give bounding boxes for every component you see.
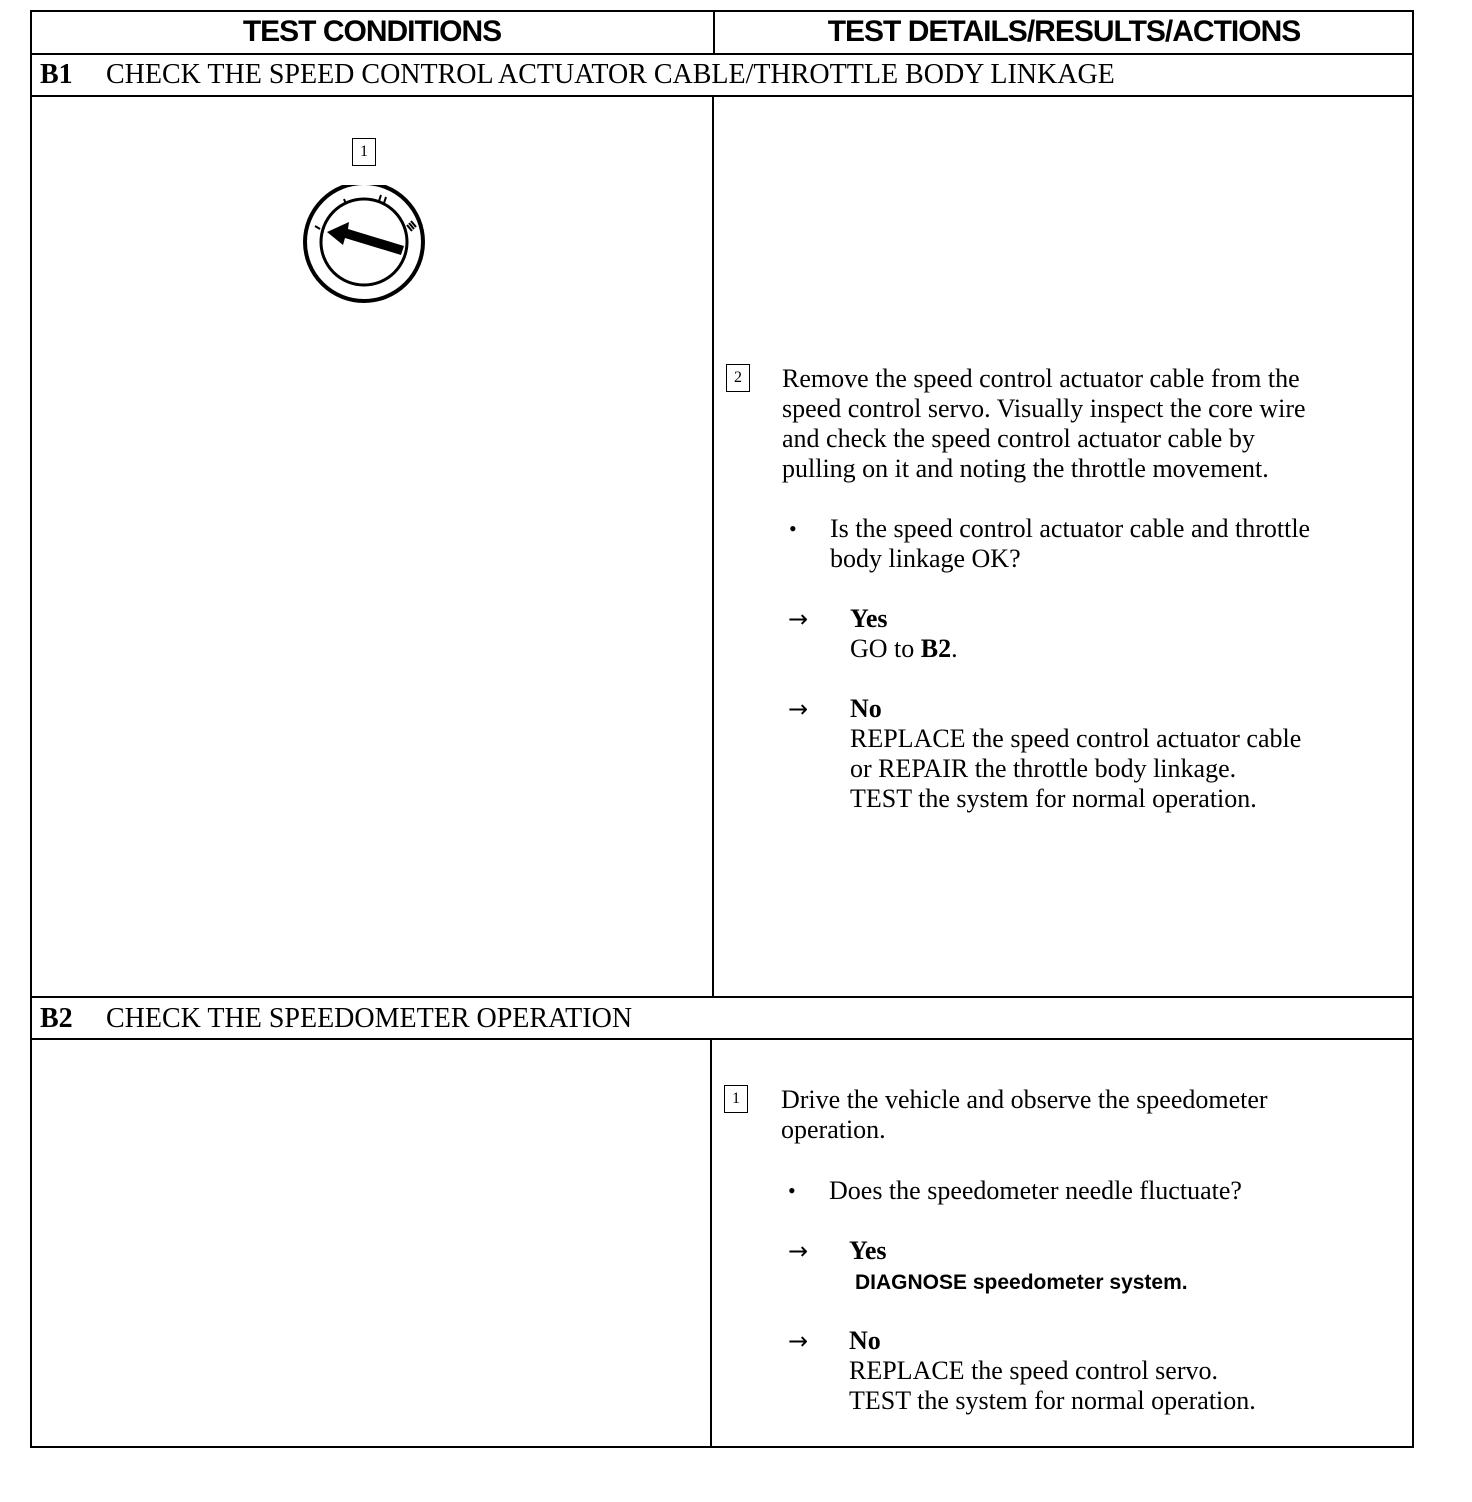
no-result <box>850 694 1301 814</box>
step-number-box: 2 <box>726 364 750 392</box>
column-divider <box>712 96 714 997</box>
yes-result <box>850 604 958 664</box>
ignition-switch-off-icon <box>301 185 427 305</box>
step-instruction <box>782 364 1306 484</box>
header-test-details: TEST DETAILS/RESULTS/ACTIONS <box>827 15 1301 48</box>
step-number-box: 1 <box>724 1085 748 1113</box>
divider <box>30 53 1414 55</box>
yes-label: Yes <box>849 1236 887 1265</box>
no-action-line: REPLACE the speed control servo. <box>849 1356 1218 1385</box>
action-text: . <box>951 634 958 663</box>
header-test-conditions: TEST CONDITIONS <box>242 15 502 48</box>
action-text: GO to <box>850 634 921 663</box>
instruction-line: and check the speed control actuator cable by <box>782 424 1255 453</box>
column-divider <box>713 10 715 54</box>
question-line: Is the speed control actuator cable and throttle <box>830 514 1311 543</box>
no-action-line: REPLACE the speed control actuator cable <box>850 724 1302 753</box>
yes-result <box>849 1236 1188 1298</box>
section-title-text: CHECK THE SPEED CONTROL ACTUATOR CABLE/THROTTLE BODY LINKAGE <box>106 59 1115 90</box>
section-title-b2 <box>40 1003 632 1035</box>
no-action-line: or REPAIR the throttle body linkage. <box>850 754 1237 783</box>
no-result <box>849 1326 1256 1416</box>
yes-label: Yes <box>850 604 888 633</box>
bullet-icon: • <box>788 1178 796 1203</box>
right-arrow-icon: → <box>788 1327 809 1355</box>
column-divider <box>710 1039 712 1448</box>
question <box>830 514 1310 574</box>
instruction-line: pulling on it and noting the throttle movement. <box>782 454 1269 483</box>
right-arrow-icon: → <box>788 605 809 633</box>
right-arrow-icon: → <box>788 1237 809 1265</box>
divider <box>30 1038 1414 1040</box>
question-line: body linkage OK? <box>830 544 1021 573</box>
goto-reference: B2 <box>920 634 952 663</box>
step-number-box: 1 <box>352 138 376 166</box>
divider <box>30 95 1414 97</box>
yes-action <box>850 634 958 664</box>
step-instruction <box>781 1085 1268 1145</box>
instruction-line: Drive the vehicle and observe the speedometer <box>781 1085 1268 1114</box>
section-title-text: CHECK THE SPEEDOMETER OPERATION <box>106 1003 633 1034</box>
table-header <box>30 10 1414 54</box>
bullet-icon: • <box>789 516 797 541</box>
section-id: B2 <box>40 1003 73 1034</box>
question: Does the speedometer needle fluctuate? <box>829 1176 1242 1205</box>
instruction-line: speed control servo. Visually inspect the core wire <box>782 394 1306 423</box>
section-id: B1 <box>40 59 73 90</box>
section-title-b1 <box>40 59 1115 91</box>
instruction-line: operation. <box>781 1115 886 1144</box>
instruction-line: Remove the speed control actuator cable from the <box>782 364 1300 393</box>
right-arrow-icon: → <box>788 695 809 723</box>
no-action-line: TEST the system for normal operation. <box>850 784 1257 813</box>
yes-action: DIAGNOSE speedometer system. <box>855 1271 1188 1294</box>
no-label: No <box>849 1326 881 1355</box>
no-action-line: TEST the system for normal operation. <box>849 1386 1256 1415</box>
no-label: No <box>850 694 882 723</box>
divider <box>30 996 1414 998</box>
